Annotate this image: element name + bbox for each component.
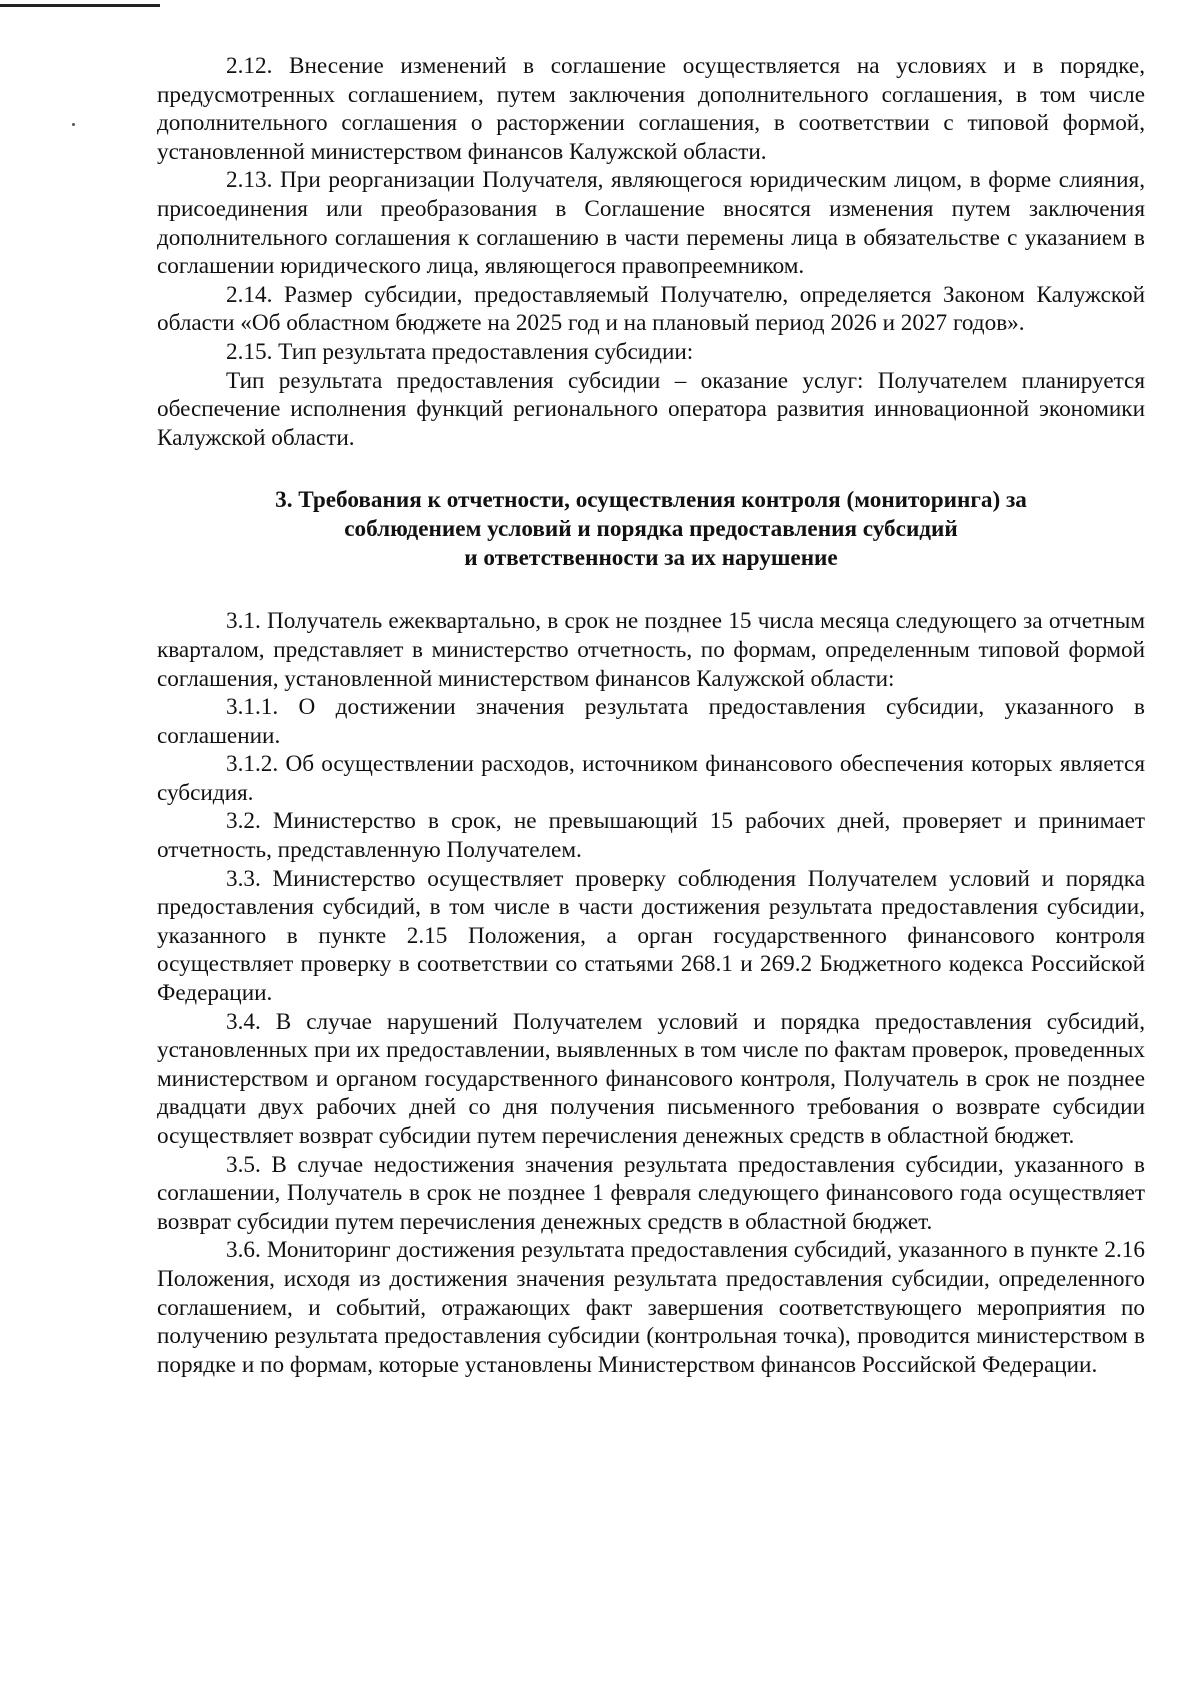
paragraph-3-3: 3.3. Министерство осуществляет проверку соблюдения Получателем условий и порядка предоставления субсидий, в том числе в части достижения результата предоставления субсидии, указанного в пункте 2.15 Положения, а орган государственного финансового контроля осуществляет проверку в соответствии со статьями 268.1 и 269.2 Бюджетного кодекса Российской Федерации. xyxy=(157,865,1145,1007)
paragraph-3-5: 3.5. В случае недостижения значения результата предоставления субсидии, указанного в соглашении, Получатель в срок не позднее 1 февраля следующего финансового года осуществляет возврат субсидии путем перечисления денежных средств в областной бюджет. xyxy=(157,1151,1145,1235)
paragraph-3-1: 3.1. Получатель ежеквартально, в срок не позднее 15 числа месяца следующего за отчетным кварталом, представляет в министерство отчетность, по формам, определенным типовой формой соглашения, установленной министерством финансов Калужской области: xyxy=(157,608,1145,692)
paragraph-3-6: 3.6. Мониторинг достижения результата предоставления субсидий, указанного в пункте 2.16 Положения, исходя из достижения значения результата предоставления субсидии, определенного соглашением, и событий, отражающих факт завершения соответствующего мероприятия по получению результата предоставления субсидии (контрольная точка), проводится министерством в порядке и по формам, которые установлены Министерством финансов Российской Федерации. xyxy=(157,1237,1145,1378)
top-edge-rule xyxy=(0,4,160,7)
paragraph-2-14: 2.14. Размер субсидии, предоставляемый Получателю, определяется Законом Калужской области «Об областном бюджете на 2025 год и на плановый период 2026 и 2027 годов». xyxy=(157,281,1145,337)
paragraph-3-4: 3.4. В случае нарушений Получателем условий и порядка предоставления субсидий, установленных при их предоставлении, выявленных в том числе по фактам проверок, проведенных министерством и органом государственного финансового контроля, Получатель в срок не позднее двадцати двух рабочих дней со дня получения письменного требования о возврате субсидии осуществляет возврат субсидии путем перечисления денежных средств в областной бюджет. xyxy=(157,1008,1145,1149)
heading-line-2: соблюдением условий и порядка предоставления субсидий xyxy=(344,516,958,543)
section-3-body xyxy=(157,607,1145,1379)
section-3-heading xyxy=(157,486,1145,573)
document-page xyxy=(157,52,1145,1379)
paragraph-2-15-text: Тип результата предоставления субсидии – оказание услуг: Получателем планируется обеспечение исполнения функций регионального оператора развития инновационной экономики Калужской области. xyxy=(157,367,1145,451)
heading-line-3: и ответственности за их нарушение xyxy=(464,545,838,572)
heading-line-1: 3. Требования к отчетности, осуществления контроля (мониторинга) за xyxy=(275,487,1027,514)
scan-speck xyxy=(72,123,75,126)
paragraph-3-2: 3.2. Министерство в срок, не превышающий 15 рабочих дней, проверяет и принимает отчетность, представленную Получателем. xyxy=(157,808,1145,864)
paragraph-3-1-2: 3.1.2. Об осуществлении расходов, источником финансового обеспечения которых является субсидия. xyxy=(157,751,1145,806)
paragraph-2-12: 2.12. Внесение изменений в соглашение осуществляется на условиях и в порядке, предусмотренных соглашением, путем заключения дополнительного соглашения, в том числе дополнительного соглашения о расторжении соглашения, в соответствии с типовой формой, установленной министерством финансов Калужской области. xyxy=(157,53,1145,165)
paragraph-3-1-1: 3.1.1. О достижении значения результата предоставления субсидии, указанного в соглашении. xyxy=(157,694,1145,749)
section-2-continuation xyxy=(157,52,1145,452)
paragraph-2-13: 2.13. При реорганизации Получателя, являющегося юридическим лицом, в форме слияния, присоединения или преобразования в Соглашение вносятся изменения путем заключения дополнительного соглашения к соглашению в части перемены лица в обязательстве с указанием в соглашении юридического лица, являющегося правопреемником. xyxy=(157,167,1145,280)
paragraph-2-15: 2.15. Тип результата предоставления субсидии: xyxy=(226,338,694,365)
